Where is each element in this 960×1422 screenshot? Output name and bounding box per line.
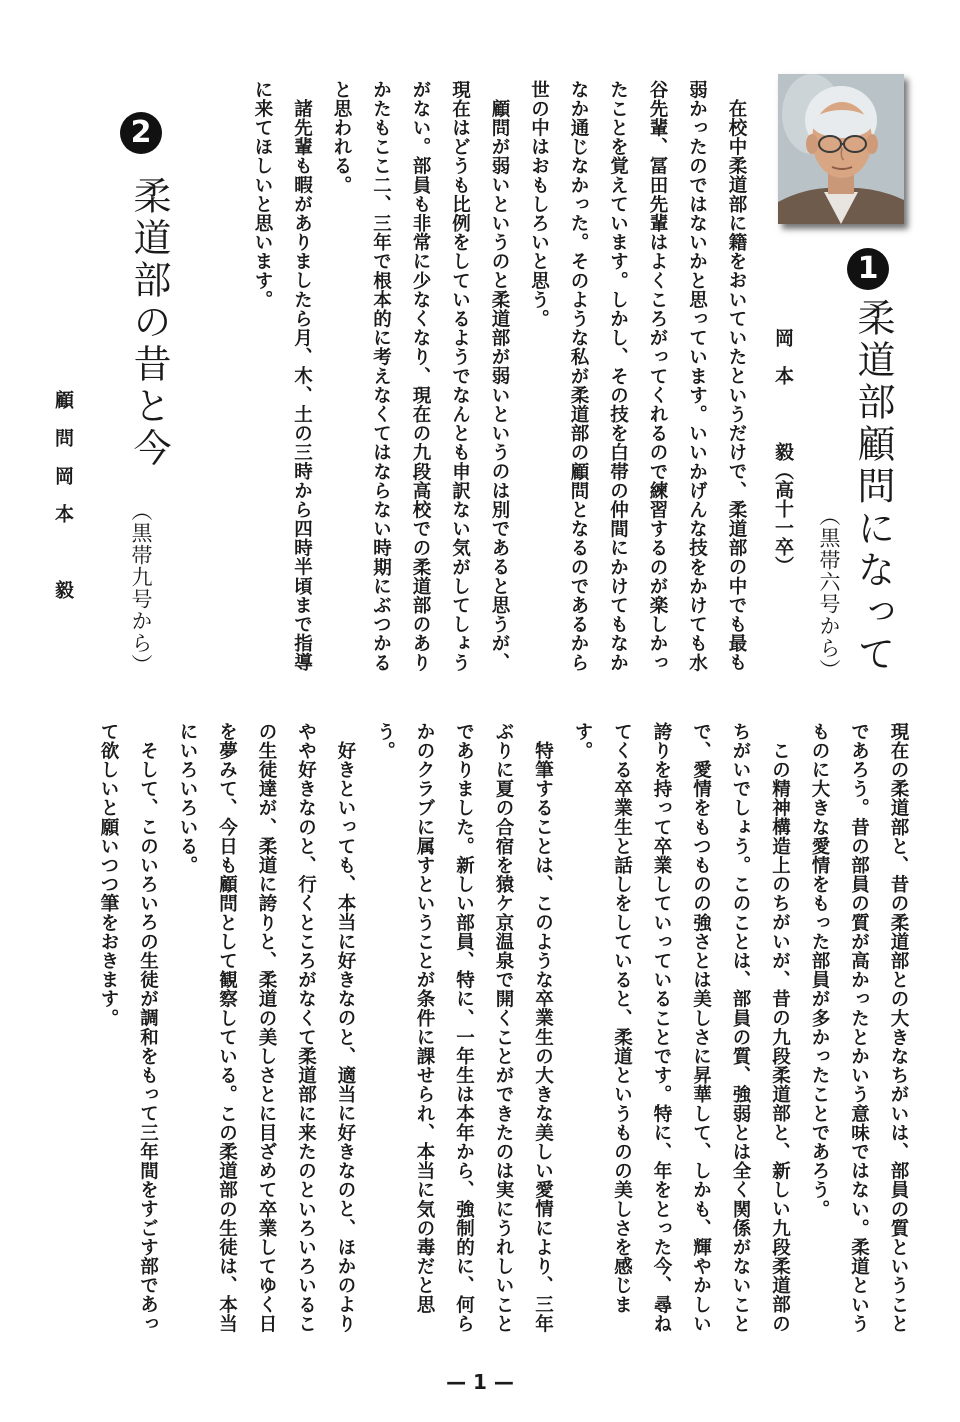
article2-subtitle: （黒帯九号から） — [129, 500, 153, 676]
article2-body — [38, 722, 918, 1342]
page-number: — 1 — — [446, 1370, 514, 1394]
article1-paragraph: 在校中柔道部に籍をおいていたというだけで、柔道部の中でも最も弱かったのではないかと思っています。いいかげんな技をかけても水谷先輩、冨田先輩はよくころがってくれるので練習するのが楽しかったことを覚えています。しかし、その技を白帯の仲間にかけてもなかなか通じなかった。そのような私が柔道部の顧問となるのであるから世の中はおもしろいと思う。 — [528, 80, 747, 673]
article1-subtitle: （黒帯六号から） — [817, 505, 841, 681]
article2-paragraph: 特筆することは、このような卒業生の大きな美しい愛情により、三年ぶりに夏の合宿を猿ケ京温泉で開くことができたのは実にうれしいことでありました。新しい部員、特に、一年生は本年から、強制的に、何らかのクラブに属すということが条件に課せられ、本当に気の毒だと思う。 — [374, 722, 554, 1334]
article1-paragraph: 顧問が弱いというのと柔道部が弱いというのは別であると思うが、現在はどうも比例をしているようでなんとも申訳ない気がしてしょうがない。部員も非常に少なくなり、現在の九段高校での柔道部のありかたもここ二、三年で根本的に考えなくてはならない時期にぶつかると思われる。 — [331, 80, 510, 673]
article1-title: 柔道部顧問になって — [851, 298, 895, 676]
portrait-figure-icon — [778, 74, 904, 224]
article2-title: 柔道部の昔と今 — [127, 176, 171, 470]
article2-paragraph: この精神構造上のちがいが、昔の九段柔道部と、新しい九段柔道部のちがいでしょう。このことは、部員の質、強弱とは全く関係がないことで、愛情をもつものの強さとは美しさに昇華して、しかも、輝やかしい誇りを持って卒業していっていることです。特に、年をとった今、尋ねてくる卒業生と話しをしていると、柔道というものの美しさを感じます。 — [572, 722, 791, 1334]
article1-number-badge: 1 — [847, 248, 889, 290]
article1-paragraph: 諸先輩も暇がありましたら月、木、土の三時から四時半頃まで指導に来てほしいと思います。 — [252, 80, 313, 672]
article2-paragraph: 好きといっても、本当に好きなのと、適当に好きなのと、ほかのよりやや好きなのと、行くところがなくて柔道部に来たのといろいろいるこの生徒達が、柔道に誇りと、柔道の美しさとに目ざめて卒業してゆく日を夢みて、今日も顧問として観察している。この柔道部の生徒は、本当にいろいろいる。 — [177, 722, 356, 1334]
article2-paragraph: 現在の柔道部と、昔の柔道部との大きなちがいは、部員の質ということであろう。昔の部員の質が高かったとかいう意味ではない。柔道というものに大きな愛情をもった部員が多かったことであろう。 — [809, 722, 909, 1334]
article1-body — [236, 80, 756, 680]
article2-paragraph: そして、このいろいろの生徒が調和をもって三年間をすごす部であって欲しいと願いつつ筆をおきます。 — [98, 722, 159, 1333]
article1-author: 岡 本 毅（高十一卒） — [772, 328, 794, 575]
article2-author: 顧 問 岡 本 毅 — [52, 390, 74, 599]
article2-number-badge: 2 — [120, 112, 162, 154]
author-portrait-photo — [778, 74, 904, 224]
